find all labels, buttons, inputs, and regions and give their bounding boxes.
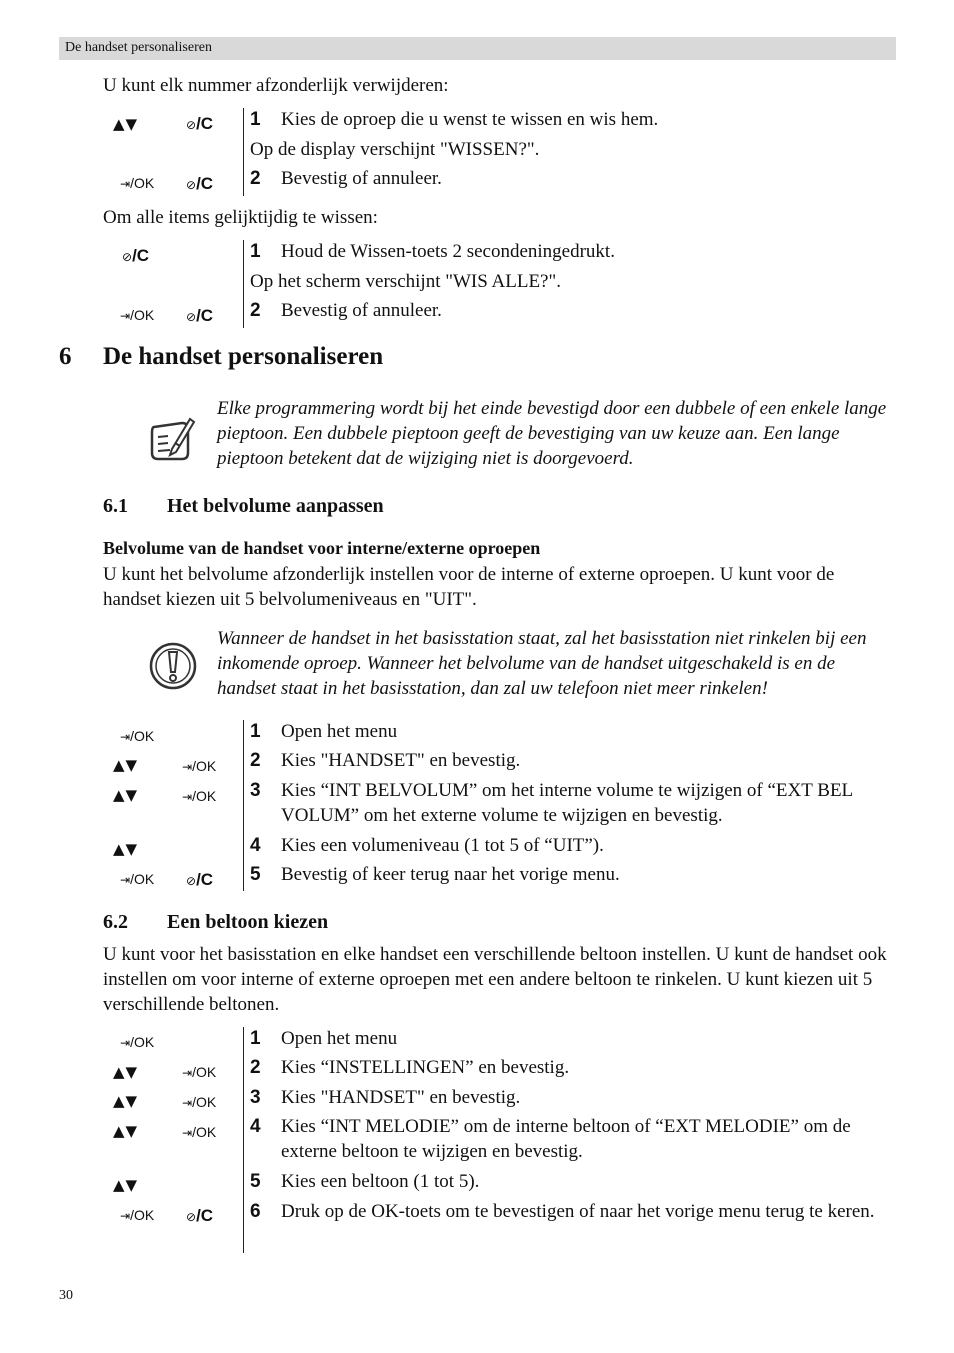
step-divider: [243, 108, 244, 196]
step-number: 3: [250, 780, 261, 801]
step-text: Kies "HANDSET" en bevestig.: [281, 1087, 521, 1108]
step-number: 6: [250, 1201, 261, 1222]
warning-exclamation-icon: [148, 641, 198, 691]
clear-key-icon: ⊘/C: [186, 306, 214, 325]
step-text: Bevestig of annuleer.: [281, 300, 442, 321]
ok-key-icon: ⇥/OK: [182, 1064, 217, 1080]
step-number: 4: [250, 1116, 261, 1137]
step-text: Kies een beltoon (1 tot 5).: [281, 1171, 480, 1192]
paragraph: U kunt voor het basisstation en elke handset een verschillende beltoon instellen. U kunt de handset ook instellen om voor interne of externe oproepen met een andere beltoon te rinkelen. U kunt kiezen uit 5 verschillende beltonen.: [103, 944, 887, 1015]
step-text: Houd de Wissen-toets 2 secondeningedrukt.: [281, 241, 615, 262]
step-text: Kies een volumeniveau (1 tot 5 of “UIT”).: [281, 835, 604, 856]
ok-key-icon: ⇥/OK: [120, 307, 155, 323]
nav-arrows-icon: ▲▼: [113, 1092, 139, 1110]
subsection-number: 6.2: [103, 911, 128, 933]
clear-key-icon: ⊘/C: [186, 114, 214, 133]
ok-key-icon: ⇥/OK: [182, 788, 217, 804]
step-text: Open het menu: [281, 721, 398, 742]
note-confirmation-tone: Elke programmering wordt bij het einde bevestigd door een dubbele of een enkele lange pieptoon. Een dubbele pieptoon geeft de bevestiging van uw keuze aan. Een lange pieptoon betekent dat de wijziging niet is doorgevoerd.: [217, 398, 887, 469]
paragraph-heading: Belvolume van de handset voor interne/externe oproepen: [103, 538, 541, 558]
section-title: De handset personaliseren: [103, 343, 384, 370]
step-divider: [243, 720, 244, 891]
step-text: Kies “INT MELODIE” om de interne beltoon of “EXT MELODIE” om de externe beltoon te wijzigen en bevestig.: [281, 1116, 851, 1162]
clear-key-icon: ⊘/C: [186, 174, 214, 193]
note-base-station-ringing: Wanneer de handset in het basisstation staat, zal het basisstation niet rinkelen bij een inkomende oproep. Wanneer het belvolume van de handset uitgeschakeld is en de handset staat in het basisstation, dan zal uw telefoon niet meer rinkelen!: [217, 628, 867, 699]
ok-key-icon: ⇥/OK: [120, 1207, 155, 1223]
clear-key-icon: ⊘/C: [122, 246, 150, 265]
running-header-title: De handset personaliseren: [65, 40, 212, 55]
step-number: 2: [250, 750, 261, 771]
ok-key-icon: ⇥/OK: [182, 1124, 217, 1140]
step-number: 1: [250, 109, 261, 130]
section-number: 6: [59, 343, 72, 370]
step-number: 5: [250, 864, 261, 885]
nav-arrows-icon: ▲▼: [113, 840, 139, 858]
nav-arrows-icon: ▲▼: [113, 756, 139, 774]
step-number: 2: [250, 1057, 261, 1078]
step-text: Open het menu: [281, 1028, 398, 1049]
note-pencil-icon: [148, 413, 196, 463]
step-text: Kies “INSTELLINGEN” en bevestig.: [281, 1057, 570, 1078]
nav-arrows-icon: ▲▼: [113, 1122, 139, 1140]
step-text: Bevestig of keer terug naar het vorige menu.: [281, 864, 620, 885]
step-text: Kies "HANDSET" en bevestig.: [281, 750, 521, 771]
ok-key-icon: ⇥/OK: [120, 728, 155, 744]
step-text: Op het scherm verschijnt "WIS ALLE?".: [250, 271, 561, 292]
step-text: Op de display verschijnt "WISSEN?".: [250, 139, 540, 160]
ok-key-icon: ⇥/OK: [120, 1034, 155, 1050]
step-number: 2: [250, 168, 261, 189]
ok-key-icon: ⇥/OK: [182, 1094, 217, 1110]
step-number: 5: [250, 1171, 261, 1192]
running-header: [59, 37, 896, 60]
nav-arrows-icon: ▲▼: [113, 1063, 139, 1081]
step-number: 3: [250, 1087, 261, 1108]
step-number: 1: [250, 1028, 261, 1049]
clear-key-icon: ⊘/C: [186, 1206, 214, 1225]
subsection-number: 6.1: [103, 495, 128, 517]
step-number: 1: [250, 241, 261, 262]
ok-key-icon: ⇥/OK: [120, 871, 155, 887]
step-divider: [243, 1027, 244, 1253]
step-text: Kies de oproep die u wenst te wissen en wis hem.: [281, 109, 659, 130]
intro-single-delete: U kunt elk nummer afzonderlijk verwijderen:: [103, 75, 449, 96]
nav-arrows-icon: ▲▼: [113, 1176, 139, 1194]
step-divider: [243, 240, 244, 328]
paragraph: U kunt het belvolume afzonderlijk instellen voor de interne of externe oproepen. U kunt voor de handset kiezen uit 5 belvolumeniveaus en "UIT".: [103, 564, 835, 610]
nav-arrows-icon: ▲▼: [113, 786, 139, 804]
step-number: 2: [250, 300, 261, 321]
step-number: 1: [250, 721, 261, 742]
clear-key-icon: ⊘/C: [186, 870, 214, 889]
intro-delete-all: Om alle items gelijktijdig te wissen:: [103, 207, 378, 228]
step-text: Druk op de OK-toets om te bevestigen of naar het vorige menu terug te keren.: [281, 1201, 875, 1222]
subsection-title: Het belvolume aanpassen: [167, 495, 384, 517]
ok-key-icon: ⇥/OK: [120, 175, 155, 191]
step-number: 4: [250, 835, 261, 856]
subsection-title: Een beltoon kiezen: [167, 911, 329, 933]
step-text: Kies “INT BELVOLUM” om het interne volume te wijzigen of “EXT BEL VOLUM” om het externe volume te wijzigen en bevestig.: [281, 780, 853, 826]
step-text: Bevestig of annuleer.: [281, 168, 442, 189]
ok-key-icon: ⇥/OK: [182, 758, 217, 774]
page-number: 30: [59, 1288, 73, 1303]
nav-arrows-icon: ▲▼: [113, 115, 139, 133]
